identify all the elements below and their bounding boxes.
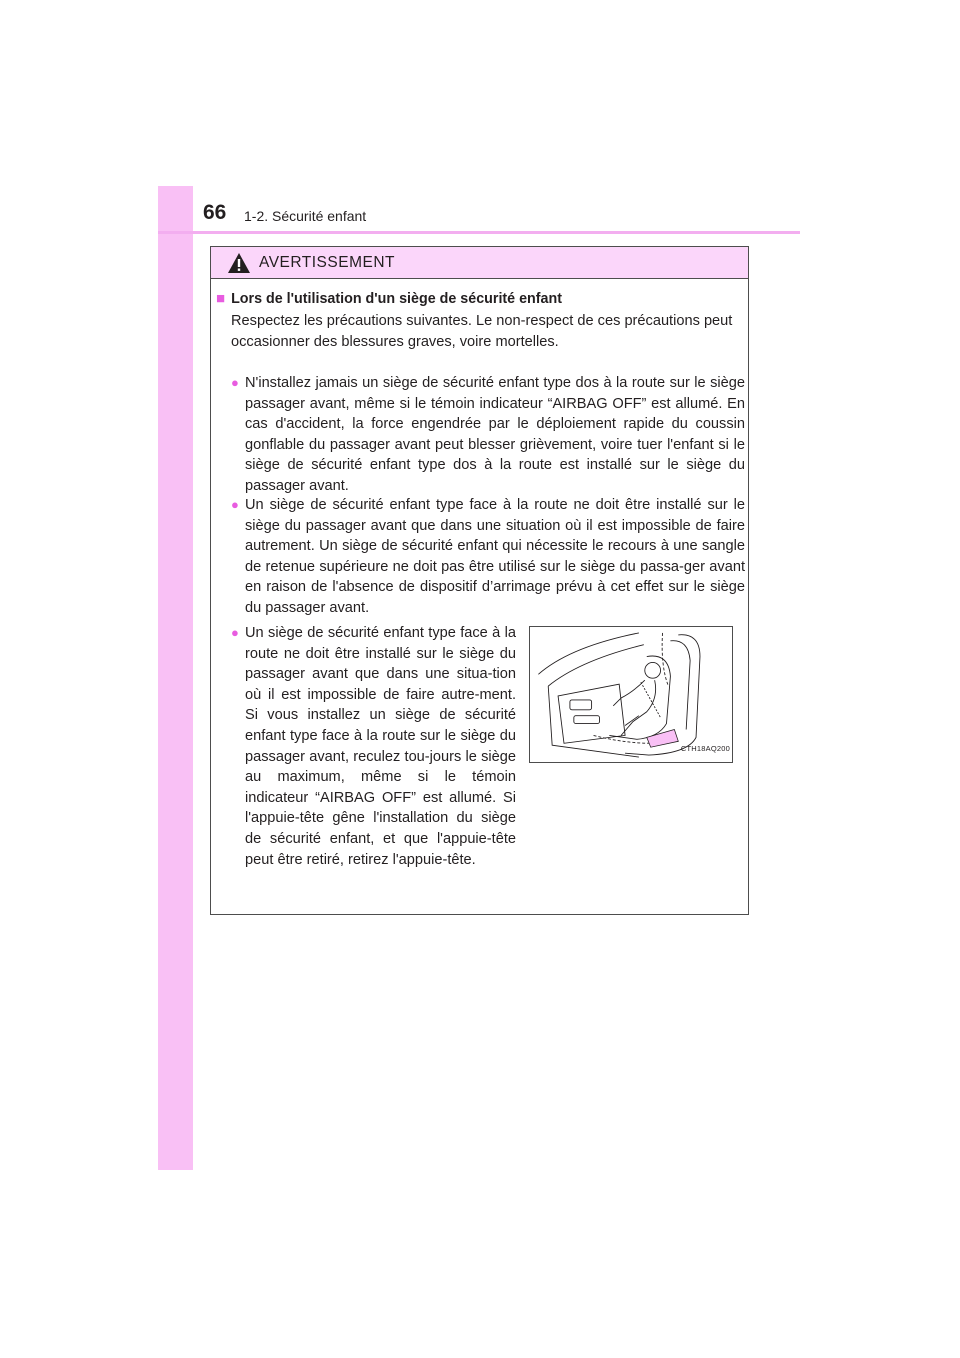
bullet-item (231, 373, 745, 497)
square-bullet-icon: ■ (216, 290, 226, 307)
warning-box (210, 246, 749, 915)
bullet-item (231, 495, 745, 619)
bullet-dot-icon: ● (231, 375, 239, 390)
header-rule (158, 231, 800, 234)
side-band (158, 186, 193, 1170)
bullet-text: Un siège de sécurité enfant type face à la route ne doit être installé sur le siège du passager avant que dans une situation où il est impossible de faire autrement. Un siège de sécurité enfant qui nécessite le recours à une sangle de retenue supérieure ne doit pas être utilisé sur le siège du passa-ger avant en raison de l'absence de dispositif d’arrimage prévu à cet effet sur le siège du passager avant. (245, 497, 745, 616)
subheading (216, 289, 562, 310)
bullet-text: N'installez jamais un siège de sécurité enfant type dos à la route sur le siège passager avant, même si le témoin indicateur “AIRBAG OFF” est allumé. En cas d'accident, la force engendrée par le déploiement rapide du coussin gonflable du passager avant peut blesser grièvement, voire tuer l'enfant si le siège de sécurité enfant type dos à la route est installé sur le siège du passager avant. (245, 375, 745, 494)
page-number: 66 (203, 201, 227, 224)
subheading-text: Lors de l'utilisation d'un siège de sécurité enfant (231, 291, 562, 307)
bullet-text: Un siège de sécurité enfant type face à la route ne doit être installé sur le siège du passager avant que dans une situa-tion où il est impossible de faire autre-ment. Si vous installez un siège de sécurité enfant type face à la route sur le siège du passager avant, reculez tou-jours le siège au maximum, même si le témoin indicateur “AIRBAG OFF” est allumé. Si l'appuie-tête gêne l'installation du siège de sécurité enfant, et que l'appuie-tête peut être retiré, retirez l'appuie-tête. (245, 625, 516, 868)
bullet-dot-icon: ● (231, 625, 239, 640)
child-seat-illustration (529, 626, 733, 763)
warning-header (211, 247, 748, 279)
bullet-item (231, 623, 516, 870)
figure-code: CTH18AQ200 (680, 744, 730, 754)
bullet-dot-icon: ● (231, 497, 239, 512)
warning-triangle-icon (227, 252, 251, 274)
warning-label: AVERTISSEMENT (259, 253, 395, 271)
intro-text: Respectez les précautions suivantes. Le non-respect de ces précautions peut occasionner des blessures graves, voire mortelles. (231, 313, 733, 350)
section-title: 1-2. Sécurité enfant (244, 208, 367, 224)
